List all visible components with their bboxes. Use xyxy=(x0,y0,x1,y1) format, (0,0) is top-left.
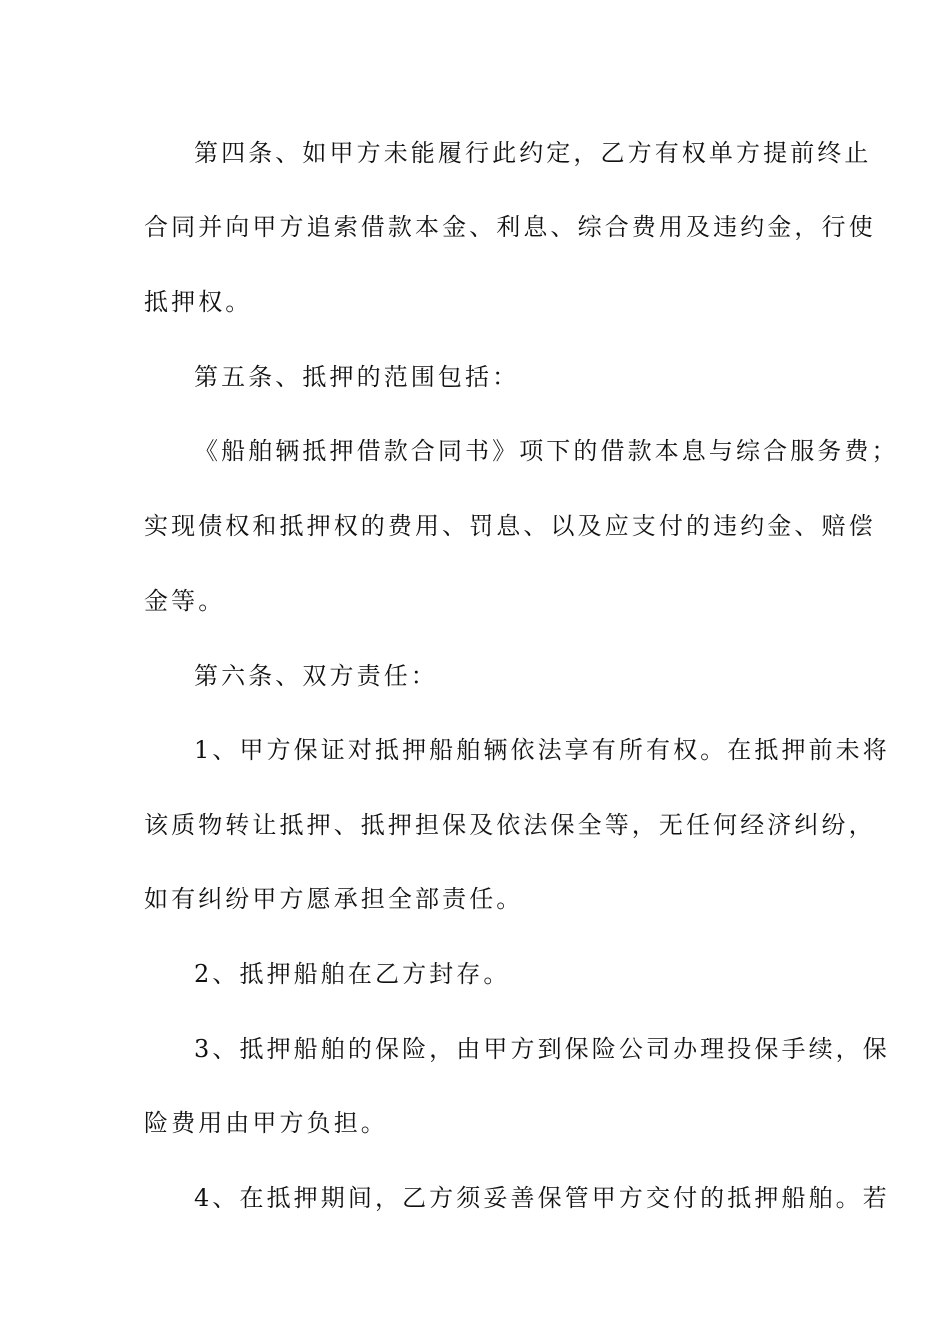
paragraph-article6-heading: 第六条、双方责任： xyxy=(194,662,438,690)
paragraph-item2: 2、抵押船舶在乙方封存。 xyxy=(194,960,511,988)
paragraph-item3-line2: 险费用由甲方负担。 xyxy=(144,1109,388,1137)
paragraph-scope-line1: 《船舶辆抵押借款合同书》项下的借款本息与综合服务费； xyxy=(194,437,899,465)
paragraph-item1-line3: 如有纠纷甲方愿承担全部责任。 xyxy=(144,885,524,913)
paragraph-scope-line3: 金等。 xyxy=(144,587,226,615)
paragraph-item1-line1: 1、甲方保证对抵押船舶辆依法享有所有权。在抵押前未将 xyxy=(194,736,890,764)
paragraph-item1-line2: 该质物转让抵押、抵押担保及依法保全等，无任何经济纠纷， xyxy=(144,811,876,839)
paragraph-article4-line1: 第四条、如甲方未能履行此约定，乙方有权单方提前终止 xyxy=(194,139,872,167)
paragraph-item3-line1: 3、抵押船舶的保险，由甲方到保险公司办理投保手续，保 xyxy=(194,1035,890,1063)
paragraph-item4-line1: 4、在抵押期间，乙方须妥善保管甲方交付的抵押船舶。若 xyxy=(194,1184,890,1212)
paragraph-scope-line2: 实现债权和抵押权的费用、罚息、以及应支付的违约金、赔偿 xyxy=(144,512,876,540)
paragraph-article5-heading: 第五条、抵押的范围包括： xyxy=(194,363,520,391)
paragraph-article4-line2: 合同并向甲方追索借款本金、利息、综合费用及违约金，行使 xyxy=(144,213,876,241)
paragraph-article4-line3: 抵押权。 xyxy=(144,288,253,316)
